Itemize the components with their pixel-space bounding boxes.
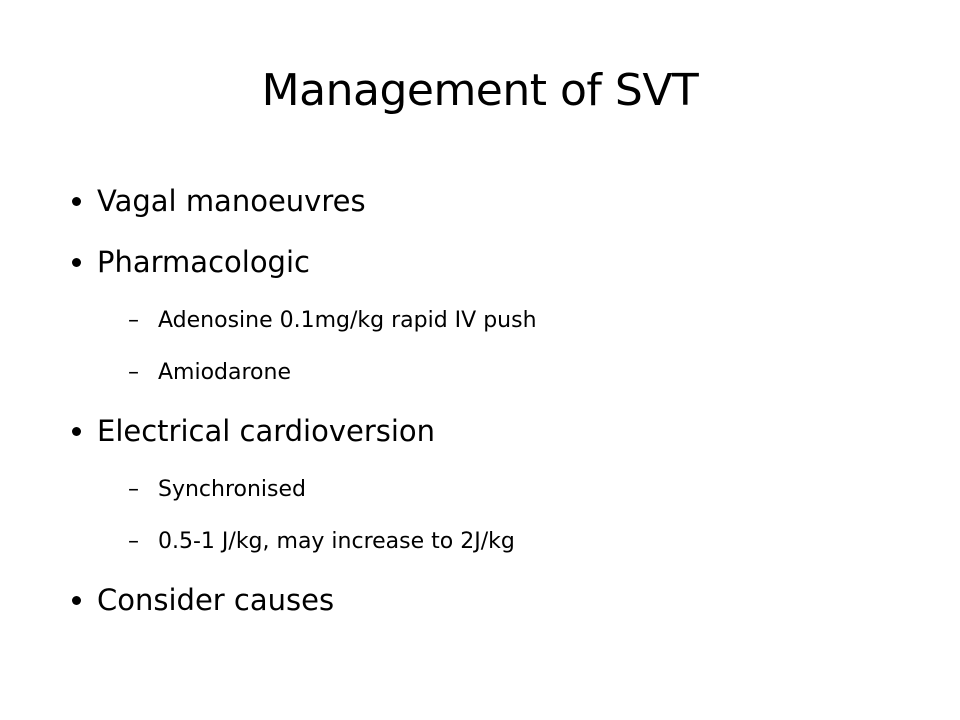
sub-item-text: 0.5-1 J/kg, may increase to 2J/kg — [158, 529, 515, 554]
dash-marker: – — [128, 529, 139, 554]
dash-marker: – — [128, 477, 139, 502]
bullet-icon — [72, 596, 81, 605]
dash-marker: – — [128, 360, 139, 385]
bullet-icon — [72, 258, 81, 267]
bullet-text: Consider causes — [97, 583, 335, 617]
bullet-icon — [72, 197, 81, 206]
bullet-text: Pharmacologic — [97, 245, 310, 279]
sub-item-text: Amiodarone — [158, 360, 291, 385]
bullet-text: Electrical cardioversion — [97, 414, 436, 448]
sub-item-text: Synchronised — [158, 477, 307, 502]
slide-title: Management of SVT — [261, 65, 699, 116]
bullet-icon — [72, 427, 81, 436]
dash-marker: – — [128, 308, 139, 333]
sub-item-text: Adenosine 0.1mg/kg rapid IV push — [158, 308, 537, 333]
bullet-text: Vagal manoeuvres — [97, 184, 366, 218]
